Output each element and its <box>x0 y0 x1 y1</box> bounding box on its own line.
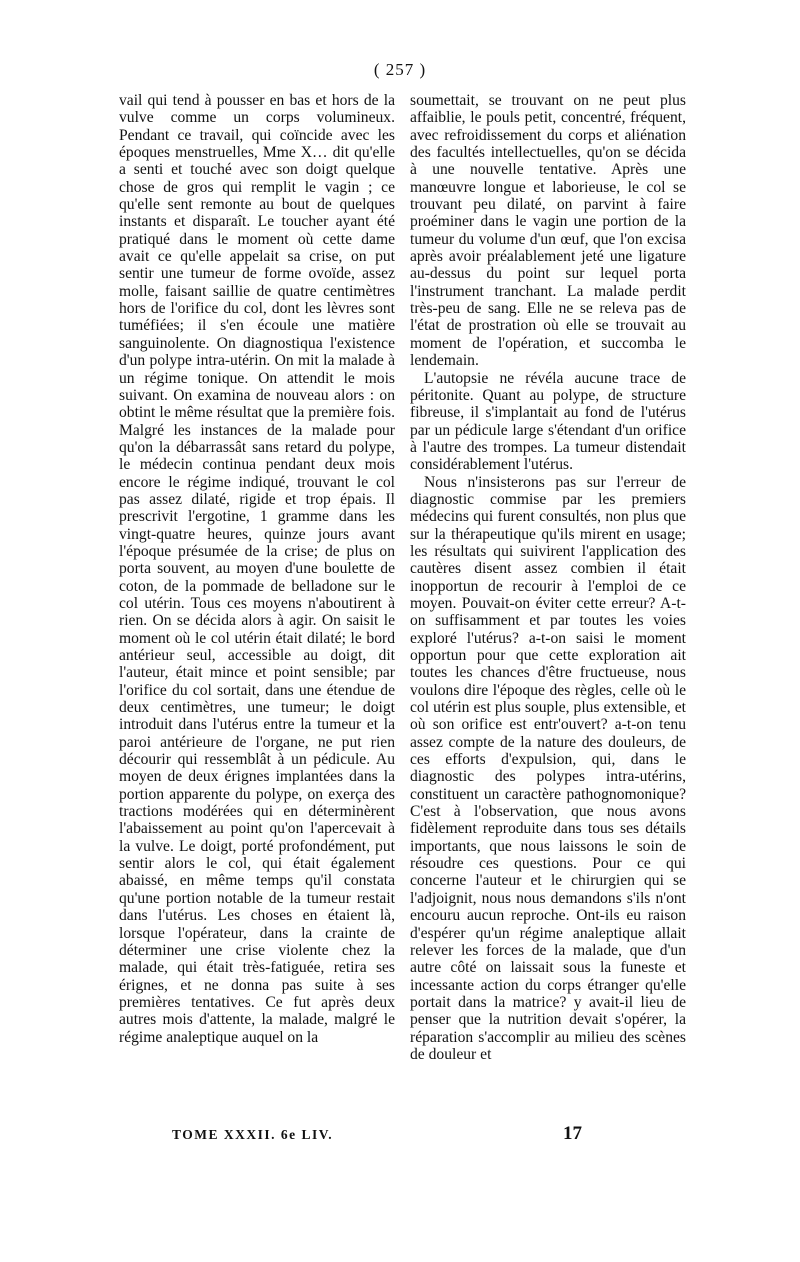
paragraph: soumettait, se trouvant on ne peut plus affaiblie, le pouls petit, concentré, fréquent, avec refroidissement du corps et aliénation des facultés intellectuelles, qu'on se décida à une nouvelle tentative. Après une manœuvre longue et laborieuse, le col se trouvant peu dilaté, on parvint à faire proéminer dans le vagin une portion de la tumeur du volume d'un œuf, que l'on excisa après avoir préalablement jeté une ligature au-dessus du point sur lequel porta l'instrument tranchant. La malade perdit très-peu de sang. Elle ne se releva pas de l'état de prostration où elle se trouvait au moment de l'opération, et succomba le lendemain. <box>410 92 686 370</box>
paragraph: Nous n'insisterons pas sur l'erreur de diagnostic commise par les premiers médecins qui furent consultés, non plus que sur la thérapeutique qu'ils mirent en usage; les résultats qui suivirent l'application des cautères disent assez combien il était inopportun de recourir à l'emploi de ce moyen. Pouvait-on éviter cette erreur? A-t-on suffisamment et par toutes les voies exploré l'utérus? a-t-on saisi le moment opportun pour que cette exploration ait toutes les chances d'être fructueuse, nous voulons dire l'époque des règles, celle où le col utérin est plus souple, plus extensible, et où son orifice est entr'ouvert? a-t-on tenu assez compte de la nature des douleurs, de ces efforts d'expulsion, qui, dans le diagnostic des polypes intra-utérins, constituent un caractère pathognomonique? C'est à l'observation, que nous avons fidèlement reproduite dans tous ses détails importants, que nous laissons le soin de résoudre ces questions. Pour ce qui concerne l'auteur et le chirurgien qui se l'adjoignit, nous nous demandons s'ils n'ont encouru aucun reproche. Ont-ils eu raison d'espérer qu'un régime analeptique allait relever les forces de la malade, que d'un autre côté on laissait sous la funeste et incessante action du corps étranger qu'elle portait dans la matrice? y avait-il lieu de penser que la nutrition devait s'opérer, la réparation s'accomplir au milieu des scènes de douleur et <box>410 473 686 1063</box>
left-column <box>119 92 395 1046</box>
paragraph: vail qui tend à pousser en bas et hors de la vulve comme un corps volumineux. Pendant ce travail, qui coïncide avec les époques menstruelles, Mme X… dit qu'elle a senti et touché avec son doigt quelque chose de gros qui remplit le vagin ; ce qu'elle sent remonte au bout de quelques instants et disparaît. Le toucher ayant été pratiqué dans le moment où cette dame avait ce qu'elle appelait sa crise, on put sentir une tumeur de forme ovoïde, assez molle, faisant saillie de quatre centimètres hors de l'orifice du col, dont les lèvres sont tuméfiées; il s'en écoule une matière sanguinolente. On diagnostiqua l'existence d'un polype intra-utérin. On mit la malade à un régime tonique. On attendit le mois suivant. On examina de nouveau alors : on obtint le même résultat que la première fois. Malgré les instances de la malade pour qu'on la débarrassât sans retard du polype, le médecin continua pendant deux mois encore le régime indiqué, trouvant le col pas assez dilaté, rigide et trop épais. Il prescrivit l'ergotine, 1 gramme dans les vingt-quatre heures, quinze jours avant l'époque présumée de la crise; de plus on porta souvent, au moyen d'une boulette de coton, de la pommade de belladone sur le col utérin. Tous ces moyens n'aboutirent à rien. On se décida alors à agir. On saisit le moment où le col utérin était dilaté; le bord antérieur seul, accessible au doigt, dit l'auteur, était mince et point sensible; par l'orifice du col sortait, dans une étendue de deux centimètres, une tumeur; le doigt introduit dans l'utérus entre la tumeur et la paroi antérieure de l'organe, ne put rien décourir qui ressemblât à un pédicule. Au moyen de deux érignes implantées dans la portion apparente du polype, on exerça des tractions modérées qui en déterminèrent l'abaissement au point qu'on l'apercevait à la vulve. Le doigt, porté profondément, put sentir alors le col, qui était également abaissé, en même temps qu'il constata qu'une portion notable de la tumeur restait dans l'utérus. Les choses en étaient là, lorsque l'opérateur, dans la crainte de déterminer une crise violente chez la malade, qui était très-fatiguée, retira ses érignes, et ne donna pas suite à ses premières tentatives. Ce fut après deux autres mois d'attente, la malade, malgré le régime analeptique auquel on la <box>119 92 395 1046</box>
right-column <box>410 92 686 1063</box>
signature-mark: 17 <box>563 1123 582 1144</box>
page-number: ( 257 ) <box>373 60 427 79</box>
volume-footer: TOME XXXII. 6e LIV. <box>172 1127 334 1142</box>
paragraph: L'autopsie ne révéla aucune trace de péritonite. Quant au polype, de structure fibreuse, il s'implantait au fond de l'utérus par un pédicule large s'étendant d'un orifice à l'autre des trompes. La tumeur distendait considérablement l'utérus. <box>410 369 686 474</box>
